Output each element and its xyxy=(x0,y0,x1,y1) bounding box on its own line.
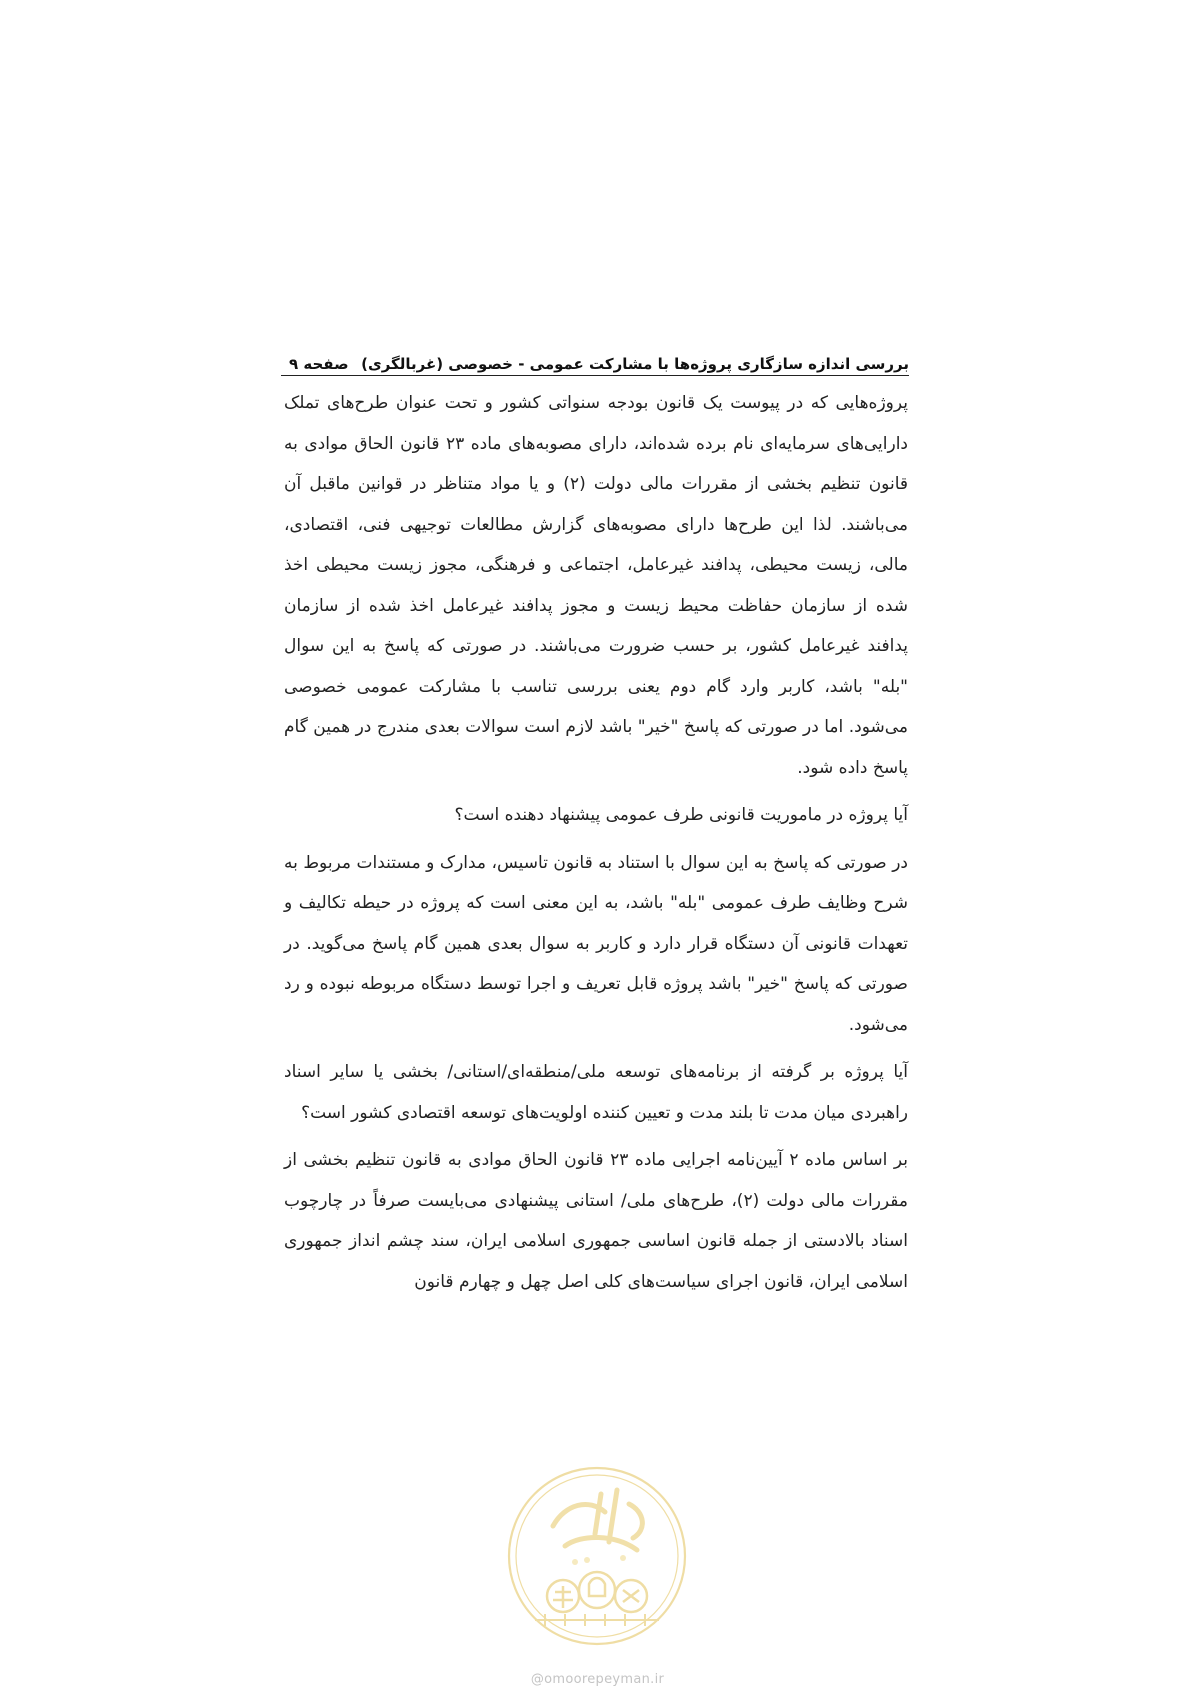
header-title: بررسی اندازه سازگاری پروژه‌ها با مشارکت عمومی - خصوصی (غربالگری) xyxy=(361,355,909,373)
watermark-url: @omoorepeyman.ir xyxy=(530,1672,665,1687)
running-header xyxy=(281,349,909,376)
body-text xyxy=(284,383,908,1309)
watermark-logo-icon xyxy=(505,1464,689,1648)
page-number: صفحه ۹ xyxy=(289,355,349,373)
paragraph-article-2: بر اساس ماده ۲ آیین‌نامه اجرایی ماده ۲۳ قانون الحاق موادی به قانون تنظیم بخشی از مقررات مالی دولت (۲)، طرح‌های ملی/ استانی پیشنهادی می‌بایست صرفاً در چارچوب اسناد بالادستی از جمله قانون اساسی جمهوری اسلامی ایران، سند چشم انداز جمهوری اسلامی ایران، قانون اجرای سیاست‌های کلی اصل چهل و چهارم قانون xyxy=(284,1150,908,1292)
paragraph-intro: پروژه‌هایی که در پیوست یک قانون بودجه سنواتی کشور و تحت عنوان طرح‌های تملک دارایی‌های سرمایه‌ای نام برده شده‌اند، دارای مصوبه‌های ماده ۲۳ قانون الحاق موادی به قانون تنظیم بخشی از مقررات مالی دولت (۲) و یا مواد متناظر در قوانین ماقبل آن می‌باشند. لذا این طرح‌ها دارای مصوبه‌های گزارش مطالعات توجیهی فنی، اقتصادی، مالی، زیست محیطی، پدافند غیرعامل، اجتماعی و فرهنگی، مجوز زیست محیطی اخذ شده از سازمان حفاظت محیط زیست و مجوز پدافند غیرعامل اخذ شده از سازمان پدافند غیرعامل کشور، بر حسب ضرورت می‌باشند. در صورتی که پاسخ به این سوال "بله" باشد، کاربر وارد گام دوم یعنی بررسی تناسب با مشارکت عمومی خصوصی می‌شود. اما در صورتی که پاسخ "خیر" باشد لازم است سوالات بعدی مندرج در همین گام پاسخ داده شود. xyxy=(284,393,909,778)
paragraph-legal-mission-answer: در صورتی که پاسخ به این سوال با استناد به قانون تاسیس، مدارک و مستندات مربوط به شرح وظایف طرف عمومی "بله" باشد، به این معنی است که پروژه در حیطه تکالیف و تعهدات قانونی آن دستگاه قرار دارد و کاربر به سوال بعدی همین گام پاسخ می‌گوید. در صورتی که پاسخ "خیر" باشد پروژه قابل تعریف و اجرا توسط دستگاه مربوطه نبوده و رد می‌شود. xyxy=(284,852,908,1035)
question-legal-mission: آیا پروژه در ماموریت قانونی طرف عمومی پیشنهاد دهنده است؟ xyxy=(454,805,908,825)
question-development-plans: آیا پروژه بر گرفته از برنامه‌های توسعه ملی/منطقه‌ای/استانی/ بخشی یا سایر اسناد راهبردی میان مدت تا بلند مدت و تعیین کننده اولویت‌های توسعه اقتصادی کشور است؟ xyxy=(284,1062,908,1123)
